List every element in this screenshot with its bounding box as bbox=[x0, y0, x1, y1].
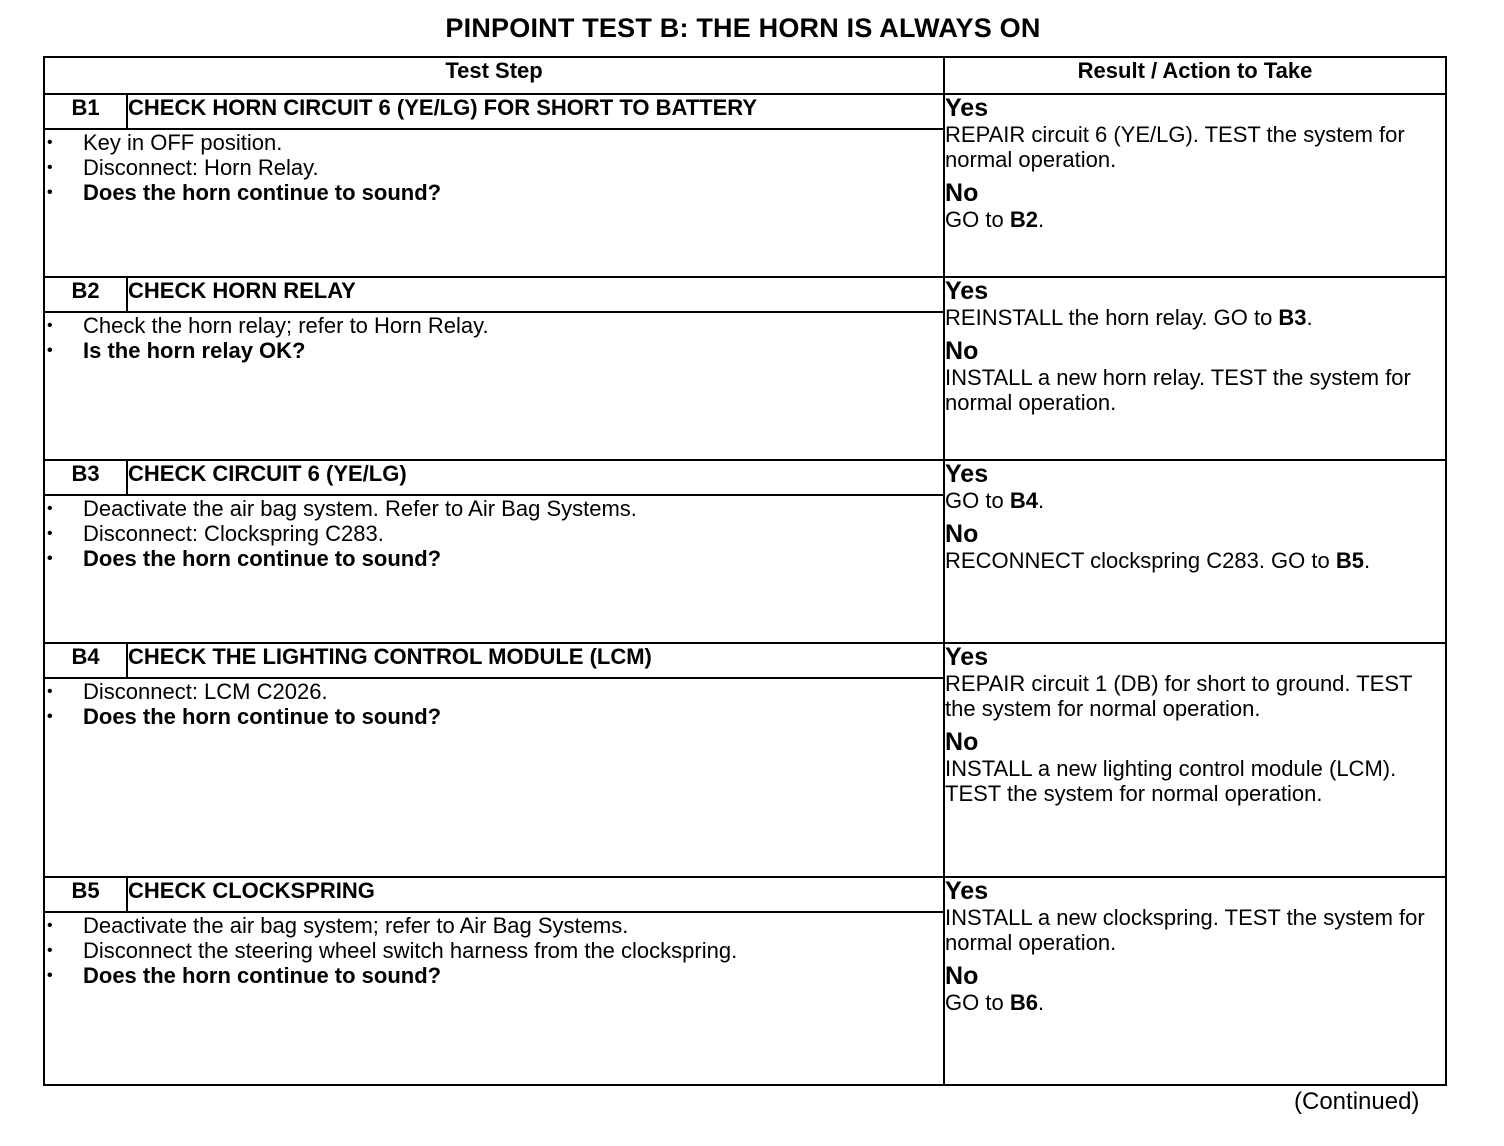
yes-action bbox=[945, 905, 1445, 955]
result-cell bbox=[944, 460, 1446, 643]
bullet-icon: • bbox=[47, 159, 53, 176]
bullet-icon: • bbox=[47, 917, 53, 934]
step-title: CHECK CLOCKSPRING bbox=[127, 877, 944, 912]
no-label: No bbox=[945, 337, 979, 365]
no-action bbox=[945, 365, 1445, 415]
yes-action-suffix: . bbox=[1037, 488, 1045, 513]
instruction-item bbox=[45, 913, 943, 938]
bullet-icon: • bbox=[47, 184, 53, 201]
result-spacer bbox=[945, 513, 1445, 521]
no-label: No bbox=[945, 728, 979, 756]
result-spacer bbox=[945, 955, 1445, 963]
instruction-item bbox=[45, 130, 943, 155]
result-action-header: Result / Action to Take bbox=[944, 57, 1446, 94]
instruction-item bbox=[45, 155, 943, 180]
yes-action bbox=[945, 671, 1445, 721]
bullet-icon: • bbox=[47, 500, 53, 517]
yes-action bbox=[945, 488, 1445, 513]
instruction-item bbox=[45, 938, 943, 963]
instruction-item bbox=[45, 496, 943, 521]
bullet-icon: • bbox=[47, 342, 53, 359]
continued-note: (Continued) bbox=[1294, 1088, 1420, 1115]
yes-action-text: GO to bbox=[945, 488, 1010, 513]
bullet-list bbox=[45, 496, 943, 571]
instruction-item bbox=[45, 521, 943, 546]
result-spacer bbox=[945, 172, 1445, 180]
step-instructions bbox=[44, 678, 944, 877]
step-id: B2 bbox=[44, 277, 127, 312]
question-item bbox=[45, 546, 943, 571]
step-title-row bbox=[44, 277, 1446, 312]
bullet-icon: • bbox=[47, 525, 53, 542]
bullet-text: Deactivate the air bag system; refer to Air Bag Systems. bbox=[83, 913, 629, 938]
step-id: B5 bbox=[44, 877, 127, 912]
bullet-list bbox=[45, 679, 943, 729]
yes-action bbox=[945, 122, 1445, 172]
bullet-text: Is the horn relay OK? bbox=[83, 338, 306, 363]
yes-action-text: REINSTALL the horn relay. GO to bbox=[945, 305, 1279, 330]
bullet-icon: • bbox=[47, 550, 53, 567]
bullet-text: Disconnect: LCM C2026. bbox=[83, 679, 328, 704]
test-step-header: Test Step bbox=[44, 57, 944, 94]
bullet-icon: • bbox=[47, 942, 53, 959]
header-row bbox=[44, 57, 1446, 94]
bullet-icon: • bbox=[47, 134, 53, 151]
yes-step-link: B3 bbox=[1278, 305, 1307, 330]
no-label: No bbox=[945, 962, 979, 990]
yes-action bbox=[945, 305, 1445, 330]
question-item bbox=[45, 963, 943, 988]
step-title: CHECK CIRCUIT 6 (YE/LG) bbox=[127, 460, 944, 495]
no-step-link: B2 bbox=[1009, 207, 1038, 232]
step-title: CHECK HORN CIRCUIT 6 (YE/LG) FOR SHORT TO BATTERY bbox=[127, 94, 944, 129]
step-title-row bbox=[44, 643, 1446, 678]
step-id: B3 bbox=[44, 460, 127, 495]
step-title-row bbox=[44, 460, 1446, 495]
step-id: B4 bbox=[44, 643, 127, 678]
step-instructions bbox=[44, 129, 944, 277]
no-action bbox=[945, 990, 1445, 1015]
bullet-text: Disconnect: Clockspring C283. bbox=[83, 521, 384, 546]
no-action-suffix: . bbox=[1037, 990, 1045, 1015]
result-cell bbox=[944, 643, 1446, 877]
bullet-text: Does the horn continue to sound? bbox=[83, 546, 442, 571]
result-cell bbox=[944, 877, 1446, 1085]
pinpoint-test-table bbox=[43, 56, 1447, 1086]
bullet-icon: • bbox=[47, 708, 53, 725]
bullet-icon: • bbox=[47, 967, 53, 984]
question-item bbox=[45, 704, 943, 729]
yes-label: Yes bbox=[945, 877, 989, 905]
no-action-text: INSTALL a new horn relay. TEST the system for normal operation. bbox=[945, 365, 1411, 415]
question-item bbox=[45, 180, 943, 205]
no-action bbox=[945, 207, 1445, 232]
bullet-text: Check the horn relay; refer to Horn Relay. bbox=[83, 313, 489, 338]
no-action-text: GO to bbox=[945, 990, 1010, 1015]
bullet-icon: • bbox=[47, 683, 53, 700]
no-label: No bbox=[945, 179, 979, 207]
step-instructions bbox=[44, 312, 944, 460]
no-action bbox=[945, 756, 1445, 806]
no-action-text: GO to bbox=[945, 207, 1010, 232]
result-spacer bbox=[945, 721, 1445, 729]
bullet-text: Disconnect: Horn Relay. bbox=[83, 155, 319, 180]
bullet-list bbox=[45, 313, 943, 363]
bullet-text: Deactivate the air bag system. Refer to Air Bag Systems. bbox=[83, 496, 637, 521]
no-action-text: INSTALL a new lighting control module (LCM). TEST the system for normal operation. bbox=[945, 756, 1397, 806]
yes-label: Yes bbox=[945, 94, 989, 122]
yes-step-link: B4 bbox=[1009, 488, 1038, 513]
step-id: B1 bbox=[44, 94, 127, 129]
bullet-text: Does the horn continue to sound? bbox=[83, 180, 442, 205]
steps-body bbox=[44, 94, 1446, 1085]
yes-action-text: REPAIR circuit 6 (YE/LG). TEST the system for normal operation. bbox=[945, 122, 1405, 172]
yes-label: Yes bbox=[945, 643, 989, 671]
bullet-icon: • bbox=[47, 317, 53, 334]
step-instructions bbox=[44, 495, 944, 643]
page-title: PINPOINT TEST B: THE HORN IS ALWAYS ON bbox=[445, 13, 1041, 43]
yes-action-text: INSTALL a new clockspring. TEST the system for normal operation. bbox=[945, 905, 1425, 955]
instruction-item bbox=[45, 679, 943, 704]
no-action-text: RECONNECT clockspring C283. GO to bbox=[945, 548, 1336, 573]
yes-action-suffix: . bbox=[1306, 305, 1313, 330]
bullet-text: Disconnect the steering wheel switch harness from the clockspring. bbox=[83, 938, 738, 963]
yes-label: Yes bbox=[945, 460, 989, 488]
bullet-list bbox=[45, 913, 943, 988]
instruction-item bbox=[45, 313, 943, 338]
result-cell bbox=[944, 94, 1446, 277]
no-action-suffix: . bbox=[1037, 207, 1045, 232]
yes-action-text: REPAIR circuit 1 (DB) for short to ground. TEST the system for normal operation. bbox=[945, 671, 1413, 721]
bullet-text: Does the horn continue to sound? bbox=[83, 704, 442, 729]
no-action-suffix: . bbox=[1363, 548, 1371, 573]
no-step-link: B5 bbox=[1335, 548, 1364, 573]
result-cell bbox=[944, 277, 1446, 460]
step-title: CHECK HORN RELAY bbox=[127, 277, 944, 312]
bullet-text: Does the horn continue to sound? bbox=[83, 963, 442, 988]
step-title-row bbox=[44, 877, 1446, 912]
yes-label: Yes bbox=[945, 277, 989, 305]
question-item bbox=[45, 338, 943, 363]
no-step-link: B6 bbox=[1009, 990, 1038, 1015]
no-action bbox=[945, 548, 1445, 573]
step-instructions bbox=[44, 912, 944, 1085]
no-label: No bbox=[945, 520, 979, 548]
result-spacer bbox=[945, 330, 1445, 338]
bullet-list bbox=[45, 130, 943, 205]
step-title-row bbox=[44, 94, 1446, 129]
step-title: CHECK THE LIGHTING CONTROL MODULE (LCM) bbox=[127, 643, 944, 678]
bullet-text: Key in OFF position. bbox=[83, 130, 283, 155]
